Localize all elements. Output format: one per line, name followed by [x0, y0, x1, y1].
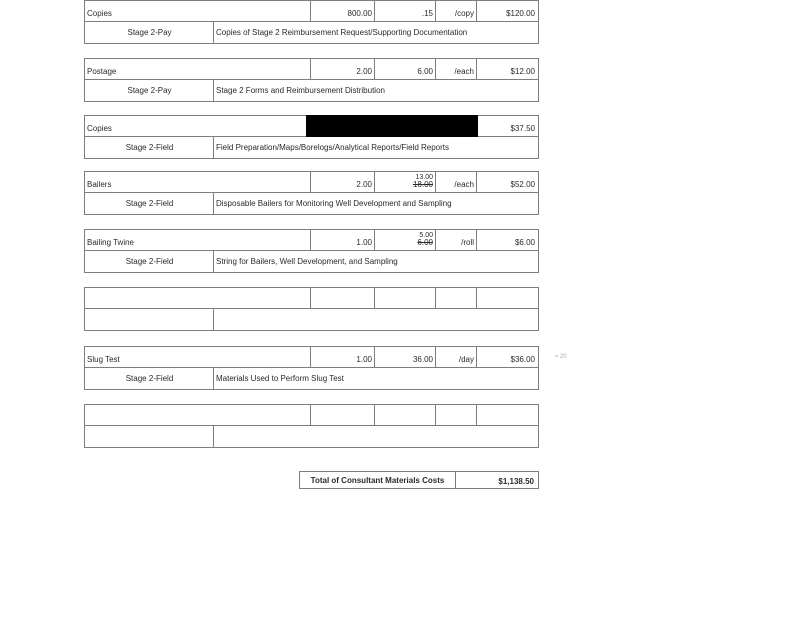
- item-name-cell: Copies: [84, 0, 311, 22]
- total-value-box: [455, 471, 539, 489]
- quantity-cell: [310, 404, 375, 426]
- rate-cell: [374, 287, 436, 309]
- total-label: Total of Consultant Materials Costs: [310, 476, 445, 485]
- total-value: $1,138.50: [498, 477, 534, 486]
- total-cell: $52.00: [476, 171, 539, 193]
- unit-cell: /each: [435, 171, 477, 193]
- struck-rate: 18.00: [412, 180, 433, 189]
- description-cell: Copies of Stage 2 Reimbursement Request/Supporting Documentation: [213, 22, 539, 44]
- rate-cell: [374, 229, 436, 251]
- unit-cell: /each: [435, 58, 477, 80]
- total-label-box: [299, 471, 456, 489]
- category-cell: [84, 309, 214, 331]
- total-cell: $120.00: [476, 0, 539, 22]
- rate-cell: 6.00: [374, 58, 436, 80]
- description-cell: Disposable Bailers for Monitoring Well Development and Sampling: [213, 193, 539, 215]
- description-cell: Materials Used to Perform Slug Test: [213, 368, 539, 390]
- rate-cell: .15: [374, 0, 436, 22]
- quantity-cell: 2.00: [310, 171, 375, 193]
- description-cell: Field Preparation/Maps/Borelogs/Analytical Reports/Field Reports: [213, 137, 539, 159]
- total-cell: $37.50: [476, 115, 539, 137]
- quantity-cell: 2.00: [310, 58, 375, 80]
- handwritten-rate: 13.00: [415, 174, 433, 181]
- description-cell: [213, 309, 539, 331]
- total-cell: $6.00: [476, 229, 539, 251]
- category-cell: [84, 426, 214, 448]
- total-cell: $36.00: [476, 346, 539, 368]
- rate-cell: 36.00: [374, 346, 436, 368]
- description-cell: Stage 2 Forms and Reimbursement Distribution: [213, 80, 539, 102]
- unit-cell: [435, 404, 477, 426]
- item-name-cell: Copies: [84, 115, 311, 137]
- total-cell: [476, 404, 539, 426]
- quantity-cell: [310, 287, 375, 309]
- category-cell: Stage 2-Pay: [84, 80, 214, 102]
- item-name-cell: [84, 404, 311, 426]
- handwritten-rate: 5.00: [419, 232, 433, 239]
- category-cell: Stage 2-Pay: [84, 22, 214, 44]
- category-cell: Stage 2-Field: [84, 368, 214, 390]
- struck-rate: 6.00: [417, 238, 433, 247]
- redaction-box: [306, 115, 478, 137]
- unit-cell: [435, 287, 477, 309]
- item-name-cell: Postage: [84, 58, 311, 80]
- unit-cell: /roll: [435, 229, 477, 251]
- rate-cell: [374, 404, 436, 426]
- item-name-cell: Bailers: [84, 171, 311, 193]
- margin-note: ≈ 20: [555, 354, 567, 360]
- total-cell: [476, 287, 539, 309]
- category-cell: Stage 2-Field: [84, 193, 214, 215]
- quantity-cell: 1.00: [310, 229, 375, 251]
- quantity-cell: 800.00: [310, 0, 375, 22]
- description-cell: String for Bailers, Well Development, and Sampling: [213, 251, 539, 273]
- item-name-cell: Bailing Twine: [84, 229, 311, 251]
- unit-cell: /day: [435, 346, 477, 368]
- description-cell: [213, 426, 539, 448]
- total-cell: $12.00: [476, 58, 539, 80]
- quantity-cell: 1.00: [310, 346, 375, 368]
- category-cell: Stage 2-Field: [84, 137, 214, 159]
- unit-cell: /copy: [435, 0, 477, 22]
- item-name-cell: Slug Test: [84, 346, 311, 368]
- category-cell: Stage 2-Field: [84, 251, 214, 273]
- rate-cell: [374, 171, 436, 193]
- item-name-cell: [84, 287, 311, 309]
